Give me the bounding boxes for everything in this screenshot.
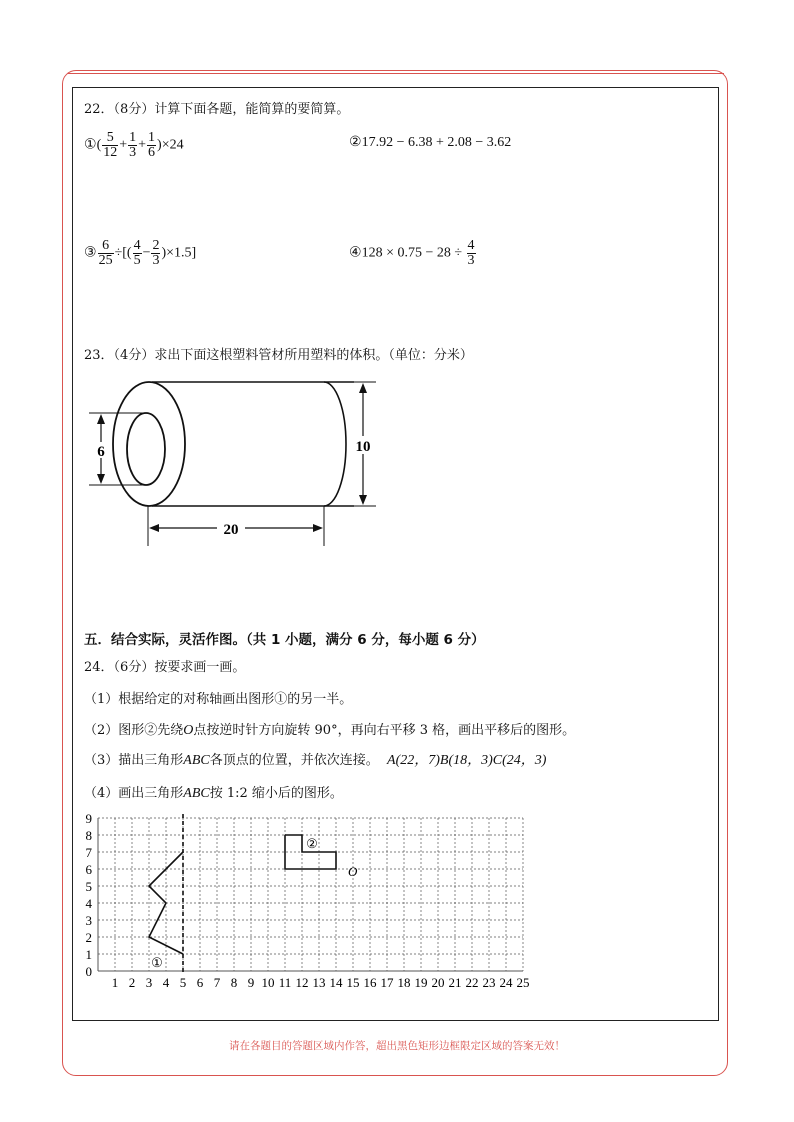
part-marker: ②: [349, 135, 362, 150]
q23-title: 23．（4分）求出下面这根塑料管材所用塑料的体积。（单位：分米）: [84, 348, 473, 363]
fraction: [98, 239, 114, 268]
denominator: 3: [467, 253, 475, 268]
step-text: 点按逆时针方向旋转 90°，再向右平移 3 格，画出平移后的图形。: [193, 723, 576, 738]
q22-title: 22．（8分）计算下面各题，能简算的要简算。: [84, 102, 350, 117]
fraction: [147, 131, 156, 160]
x-tick-label: 6: [196, 975, 204, 990]
expression: 128 × 0.75 − 28 ÷: [361, 245, 463, 261]
q24-step3: [84, 753, 546, 769]
y-tick-label: 0: [85, 964, 92, 979]
y-tick-label: 4: [85, 896, 92, 911]
x-tick-label: 19: [414, 975, 428, 990]
denominator: 6: [148, 145, 156, 160]
x-tick-label: 14: [329, 975, 343, 990]
q24-title: 24．（6分）按要求画一画。: [84, 660, 246, 675]
denominator: 5: [133, 253, 141, 268]
y-tick-label: 9: [85, 811, 92, 826]
x-tick-label: 21: [448, 975, 462, 990]
x-tick-label: 13: [312, 975, 326, 990]
q24-step1: （1）根据给定的对称轴画出图形①的另一半。: [84, 692, 353, 707]
operator: −: [142, 245, 151, 261]
numerator: 6: [98, 239, 114, 254]
denominator: 12: [103, 145, 118, 160]
part-marker: ③: [84, 245, 97, 261]
x-tick-label: 7: [213, 975, 221, 990]
x-tick-label: 24: [499, 975, 513, 990]
step-text: 按 1:2 缩小后的图形。: [209, 786, 343, 801]
step-text: （2）图形②先绕: [84, 723, 184, 738]
y-tick-label: 1: [85, 947, 92, 962]
q22-part2: [349, 134, 511, 151]
x-tick-label: 3: [145, 975, 153, 990]
denominator: 3: [129, 145, 137, 160]
pipe-right-end: [324, 382, 346, 506]
operator: +: [119, 137, 128, 153]
numerator: 2: [152, 238, 160, 253]
x-tick-label: 9: [247, 975, 255, 990]
arrow-head: [97, 414, 105, 424]
arrow-head: [313, 524, 323, 532]
triangle-label: ABC: [183, 786, 210, 801]
q22-part3: [84, 239, 196, 268]
arrow-head: [359, 495, 367, 505]
fraction: [467, 239, 476, 268]
numerator: 1: [129, 130, 137, 145]
inner-diameter-label: 6: [97, 444, 105, 460]
numerator: 5: [102, 131, 118, 146]
coordinate-grid: [78, 810, 548, 990]
section5-title: 五．结合实际，灵活作图。（共 1 小题，满分 6 分，每小题 6 分）: [84, 632, 485, 648]
step-text: （4）画出三角形: [84, 786, 184, 801]
coordinates: A(22，7)B(18，3)C(24，3): [387, 753, 547, 768]
y-tick-label: 5: [85, 879, 92, 894]
operator: ÷[(: [114, 245, 132, 261]
x-tick-label: 17: [380, 975, 394, 990]
paren: (: [96, 137, 102, 153]
arrow-head: [97, 474, 105, 484]
shape2-label: ②: [306, 836, 318, 851]
x-tick-label: 15: [346, 975, 360, 990]
point-label: O: [183, 723, 194, 738]
x-tick-label: 5: [179, 975, 187, 990]
x-tick-label: 23: [482, 975, 496, 990]
numerator: 4: [467, 238, 475, 253]
pipe-diagram: [84, 372, 384, 552]
y-tick-label: 7: [85, 845, 92, 860]
y-tick-label: 3: [85, 913, 92, 928]
operator: +: [138, 137, 147, 153]
point-o-label: O: [348, 864, 358, 879]
fraction: [102, 131, 118, 160]
step-text: 各顶点的位置，并依次连接。: [209, 753, 379, 768]
x-tick-label: 16: [363, 975, 377, 990]
fraction: [128, 131, 137, 160]
x-tick-label: 8: [230, 975, 238, 990]
operator: )×24: [157, 137, 184, 153]
y-tick-label: 8: [85, 828, 92, 843]
arrow-head: [359, 383, 367, 393]
pipe-inner-circle: [127, 413, 165, 485]
y-tick-label: 6: [85, 862, 92, 877]
header-rule: [68, 73, 724, 74]
q22-part1: [84, 131, 184, 160]
x-tick-label: 22: [465, 975, 479, 990]
arrow-head: [149, 524, 159, 532]
y-tick-label: 2: [85, 930, 92, 945]
q24-step2: [84, 723, 575, 739]
x-tick-label: 11: [278, 975, 292, 990]
denominator: 3: [152, 253, 160, 268]
numerator: 4: [133, 238, 141, 253]
operator: )×1.5]: [161, 245, 197, 261]
step-text: （3）描出三角形: [84, 753, 184, 768]
part-marker: ④: [349, 245, 362, 261]
x-tick-label: 2: [128, 975, 136, 990]
triangle-label: ABC: [183, 753, 210, 768]
x-tick-label: 4: [162, 975, 170, 990]
q22-part4: [349, 239, 477, 268]
length-label: 20: [223, 522, 239, 538]
outer-diameter-label: 10: [355, 439, 371, 455]
x-tick-label: 18: [397, 975, 411, 990]
x-tick-label: 25: [516, 975, 530, 990]
shape1-label: ①: [151, 955, 163, 970]
q24-step4: [84, 786, 343, 802]
fraction: [151, 239, 160, 268]
fraction: [133, 239, 142, 268]
x-tick-label: 12: [295, 975, 309, 990]
part-marker: ①: [84, 137, 97, 153]
expression: 17.92 − 6.38 + 2.08 − 3.62: [361, 135, 512, 150]
footer-notice: 请在各题目的答题区域内作答，超出黑色矩形边框限定区域的答案无效！: [229, 1040, 565, 1052]
denominator: 25: [98, 253, 113, 268]
numerator: 1: [148, 130, 156, 145]
x-tick-label: 20: [431, 975, 445, 990]
x-tick-label: 1: [111, 975, 119, 990]
x-tick-label: 10: [261, 975, 275, 990]
